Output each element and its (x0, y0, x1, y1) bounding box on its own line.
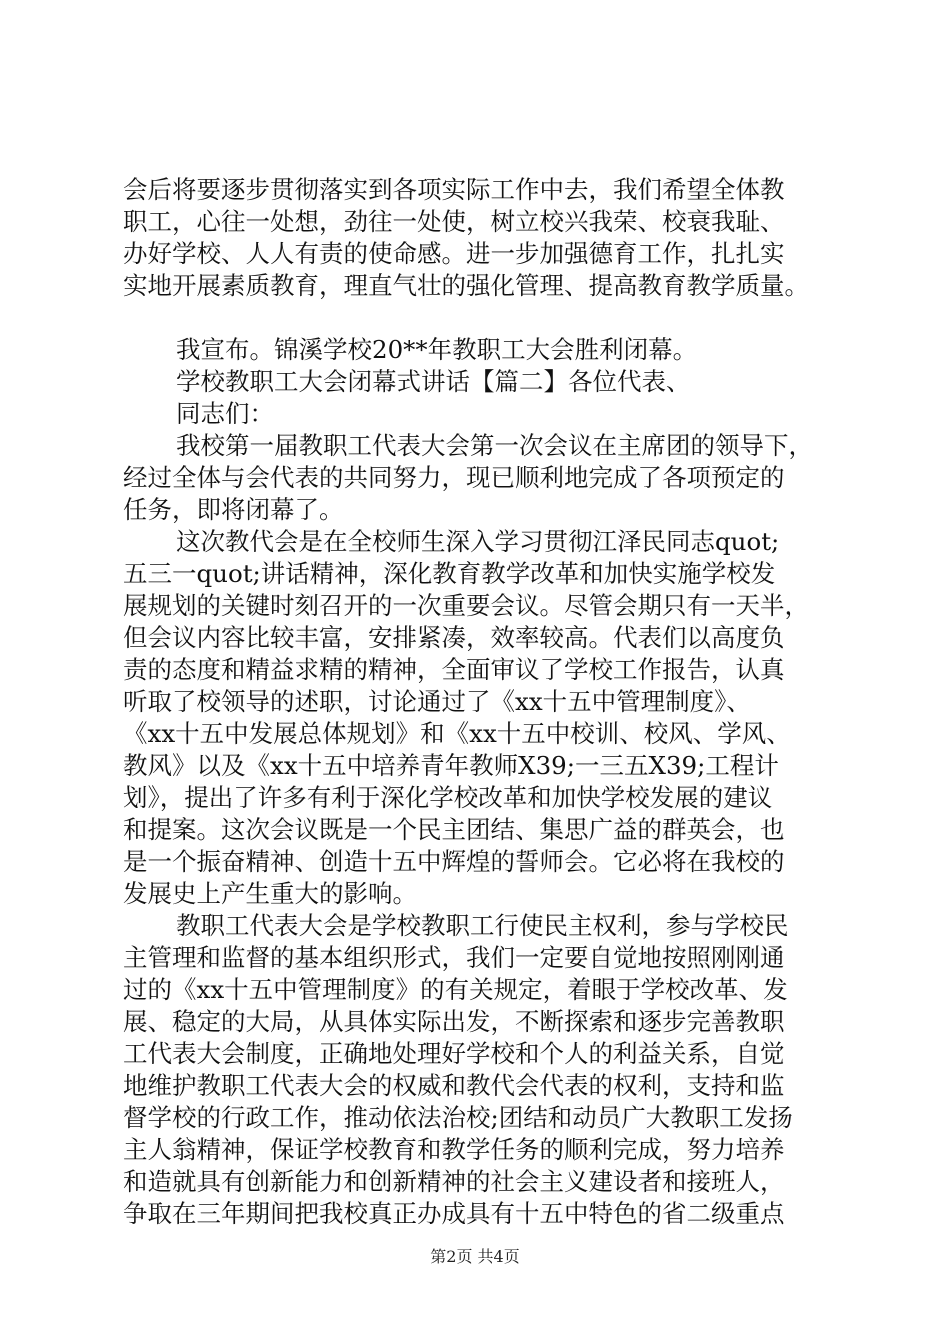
salutation-line: 同志们： (176, 399, 274, 428)
text-line: 是一个振奋精神、创造十五中辉煌的誓师会。它必将在我校的 (123, 847, 785, 876)
text-line: 但会议内容比较丰富，安排紧凑，效率较高。代表们以高度负 (123, 623, 785, 652)
text-line: 和提案。这次会议既是一个民主团结、集思广益的群英会，也 (123, 815, 785, 844)
text-line: 展、稳定的大局，从具体实际出发，不断探索和逐步完善教职 (123, 1007, 785, 1036)
text-line: 教风》以及《xx十五中培养青年教师X39;一三五X39;工程计 (123, 751, 779, 780)
page-number-footer: 第2页 共4页 (430, 1247, 520, 1266)
text-line: 主管理和监督的基本组织形式，我们一定要自觉地按照刚刚通 (123, 943, 785, 972)
text-line: 地维护教职工代表大会的权威和教代会代表的权利，支持和监 (123, 1071, 785, 1100)
text-line: 主人翁精神，保证学校教育和教学任务的顺利完成，努力培养 (123, 1135, 785, 1164)
text-line: 划》，提出了许多有利于深化学校改革和加快学校发展的建议 (123, 783, 773, 812)
body-text-block-1 (123, 174, 845, 302)
text-line: 工代表大会制度，正确地处理好学校和个人的利益关系，自觉 (123, 1039, 785, 1068)
text-line: 督学校的行政工作，推动依法治校;团结和动员广大教职工发扬 (123, 1103, 793, 1132)
announcement-line: 我宣布。锦溪学校20**年教职工大会胜利闭幕。 (176, 335, 698, 364)
text-line: 实地开展素质教育，理直气壮的强化管理、提高教育教学质量。 (123, 271, 809, 300)
paragraph-start-line: 这次教代会是在全校师生深入学习贯彻江泽民同志quot; (176, 527, 780, 556)
text-line: 过的《xx十五中管理制度》的有关规定，着眼于学校改革、发 (123, 975, 788, 1004)
text-line: 任务，即将闭幕了。 (123, 495, 344, 524)
text-line: 职工，心往一处想，劲往一处使，树立校兴我荣、校衰我耻、 (123, 207, 785, 236)
text-line: 办好学校、人人有责的使命感。进一步加强德育工作，扎扎实 (123, 239, 785, 268)
text-line: 展规划的关键时刻召开的一次重要会议。尽管会期只有一天半， (123, 591, 809, 620)
paragraph-start-line: 教职工代表大会是学校教职工行使民主权利，参与学校民 (176, 911, 789, 940)
text-line: 发展史上产生重大的影响。 (123, 879, 417, 908)
text-line: 会后将要逐步贯彻落实到各项实际工作中去，我们希望全体教 (123, 175, 785, 204)
text-line: 《xx十五中发展总体规划》和《xx十五中校训、校风、学风、 (123, 719, 791, 748)
text-line: 争取在三年期间把我校真正办成具有十五中特色的省二级重点 (123, 1199, 785, 1228)
text-line: 和造就具有创新能力和创新精神的社会主义建设者和接班人， (123, 1167, 785, 1196)
text-line: 五三一quot;讲话精神，深化教育教学改革和加快实施学校发 (123, 559, 776, 588)
text-line: 责的态度和精益求精的精神，全面审议了学校工作报告，认真 (123, 655, 785, 684)
text-line: 听取了校领导的述职，讨论通过了《xx十五中管理制度》、 (123, 687, 751, 716)
section-heading-line: 学校教职工大会闭幕式讲话【篇二】各位代表、 (176, 367, 691, 396)
paragraph-start-line: 我校第一届教职工代表大会第一次会议在主席团的领导下， (176, 431, 813, 460)
body-text-block-2 (123, 334, 845, 1230)
text-line: 经过全体与会代表的共同努力，现已顺利地完成了各项预定的 (123, 463, 785, 492)
